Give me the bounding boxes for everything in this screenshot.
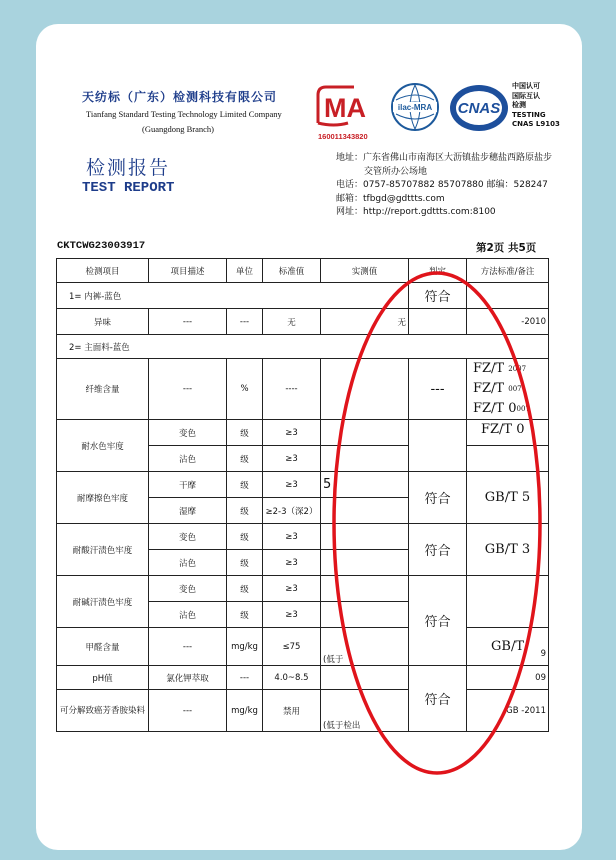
- method-year: 9: [540, 649, 546, 659]
- header-cell: 实测值: [321, 259, 409, 283]
- header-cell: 检测项目: [57, 259, 149, 283]
- std-cell: ≥3: [263, 420, 321, 446]
- section-title: 1= 内裤-蓝色: [57, 283, 409, 309]
- method-cell: 09: [467, 666, 549, 690]
- unit-cell: 级: [227, 446, 263, 472]
- std-cell: ≥3: [263, 550, 321, 576]
- report-code: CKTCWG23003917: [57, 240, 146, 252]
- cma-number: 160011343820: [318, 132, 368, 141]
- header-cell: 项目描述: [149, 259, 227, 283]
- section-title: 2= 主面料-蓝色: [57, 335, 549, 359]
- std-cell: ≥2-3（深2）: [263, 498, 321, 524]
- desc-cell: 变色: [149, 576, 227, 602]
- unit-cell: mg/kg: [227, 690, 263, 732]
- judgement-cell: 符合: [409, 524, 467, 576]
- judgement-cell: 符合: [409, 666, 467, 732]
- measured-cell: 5: [321, 472, 409, 498]
- item-cell: 可分解致癌芳香胺染料: [57, 690, 149, 732]
- judgement-cell: 符合: [409, 472, 467, 524]
- desc-cell: 变色: [149, 420, 227, 446]
- method-cell: GB/T 5: [467, 472, 549, 524]
- cma-logo-text: MA: [324, 93, 366, 123]
- method-year: 2007: [508, 365, 527, 373]
- cnas-caption-line: CNAS L9103: [512, 120, 560, 128]
- unit-cell: mg/kg: [227, 628, 263, 666]
- unit-cell: 级: [227, 550, 263, 576]
- address-line: 交管所办公场地: [364, 166, 428, 177]
- desc-cell: ---: [149, 628, 227, 666]
- std-cell: 4.0~8.5: [263, 666, 321, 690]
- std-cell: ≥3: [263, 446, 321, 472]
- unit-cell: 级: [227, 524, 263, 550]
- method-line: FZ/T: [473, 361, 509, 376]
- std-cell: ≥3: [263, 602, 321, 628]
- method-cell: GB -2011: [467, 690, 549, 732]
- desc-cell: 沾色: [149, 446, 227, 472]
- email: 邮箱：tfbgd@gdttts.com: [336, 193, 445, 204]
- desc-cell: 氯化钾萃取: [149, 666, 227, 690]
- header-cell: 标准值: [263, 259, 321, 283]
- item-cell: pH值: [57, 666, 149, 690]
- cnas-caption-line: TESTING: [512, 110, 546, 119]
- desc-cell: ---: [149, 359, 227, 420]
- item-cell: 耐碱汗渍色牢度: [57, 576, 149, 628]
- header-cell: 方法标准/备注: [467, 259, 549, 283]
- cnas-caption-line: 检测: [512, 101, 526, 109]
- cnas-caption-line: 中国认可: [512, 82, 540, 90]
- desc-cell: 沾色: [149, 550, 227, 576]
- desc-cell: 干摩: [149, 472, 227, 498]
- method-cell: GB/T 3: [467, 524, 549, 576]
- method-line: FZ/T 0: [473, 401, 517, 416]
- std-cell: ≥3: [263, 472, 321, 498]
- unit-cell: %: [227, 359, 263, 420]
- measured-cell: (低于检出: [321, 690, 409, 732]
- header-cell: 判定: [409, 259, 467, 283]
- method-cell: -2010: [467, 309, 549, 335]
- address-line: 地址：广东省佛山市南海区大沥镇盐步穗盐西路原盐步: [336, 153, 553, 163]
- item-cell: 耐摩擦色牢度: [57, 472, 149, 524]
- item-cell: 耐水色牢度: [57, 420, 149, 472]
- unit-cell: 级: [227, 602, 263, 628]
- std-cell: ≥3: [263, 524, 321, 550]
- unit-cell: ---: [227, 666, 263, 690]
- header-cell: 单位: [227, 259, 263, 283]
- item-cell: 异味: [57, 309, 149, 335]
- judgement-cell: 符合: [409, 283, 467, 309]
- std-cell: 禁用: [263, 690, 321, 732]
- unit-cell: 级: [227, 420, 263, 446]
- method-line: GB/T: [491, 639, 524, 654]
- method-cell: FZ/T 0: [467, 420, 549, 446]
- std-cell: ≤75: [263, 628, 321, 666]
- judgement-cell: 符合: [409, 576, 467, 666]
- unit-cell: 级: [227, 498, 263, 524]
- ellipse-stroke: [334, 273, 540, 773]
- company-branch: (Guangdong Branch): [142, 124, 214, 134]
- red-ellipse-annotation: [330, 268, 544, 778]
- desc-cell: ---: [149, 309, 227, 335]
- website: 网址：http://report.gdttts.com:8100: [336, 207, 496, 217]
- item-cell: 耐酸汗渍色牢度: [57, 524, 149, 576]
- ilac-logo-text: ilac-MRA: [397, 103, 433, 112]
- desc-cell: 湿摩: [149, 498, 227, 524]
- contact-block: [336, 152, 572, 220]
- cnas-logo: [448, 82, 510, 134]
- unit-cell: ---: [227, 309, 263, 335]
- judgement-cell: ---: [409, 359, 467, 420]
- phone-postcode: 电话：0757-85707882 85707880 邮编：528247: [336, 180, 548, 190]
- std-cell: ≥3: [263, 576, 321, 602]
- method-year: 007: [516, 405, 530, 413]
- cnas-caption: [512, 82, 560, 130]
- cma-logo: [314, 83, 376, 129]
- method-year: 007: [508, 385, 522, 393]
- company-name-cn: 天纺标（广东）检测科技有限公司: [82, 90, 278, 104]
- ilac-mra-logo: [390, 80, 440, 142]
- page-info: 第2页 共5页: [476, 242, 537, 254]
- cnas-caption-line: 国际互认: [512, 91, 540, 100]
- item-cell: 纤维含量: [57, 359, 149, 420]
- cnas-logo-text: CNAS: [457, 100, 501, 117]
- desc-cell: 变色: [149, 524, 227, 550]
- method-line: FZ/T: [473, 381, 509, 396]
- measured-cell: (低于: [321, 628, 409, 666]
- desc-cell: ---: [149, 690, 227, 732]
- measured-cell: 无: [321, 309, 409, 335]
- company-name-en: Tianfang Standard Testing Technology Limited Company: [86, 109, 282, 119]
- std-cell: ----: [263, 359, 321, 420]
- item-cell: 甲醛含量: [57, 628, 149, 666]
- unit-cell: 级: [227, 576, 263, 602]
- unit-cell: 级: [227, 472, 263, 498]
- report-title-en: TEST REPORT: [82, 180, 175, 196]
- std-cell: 无: [263, 309, 321, 335]
- report-title-cn: 检测报告: [86, 157, 171, 179]
- desc-cell: 沾色: [149, 602, 227, 628]
